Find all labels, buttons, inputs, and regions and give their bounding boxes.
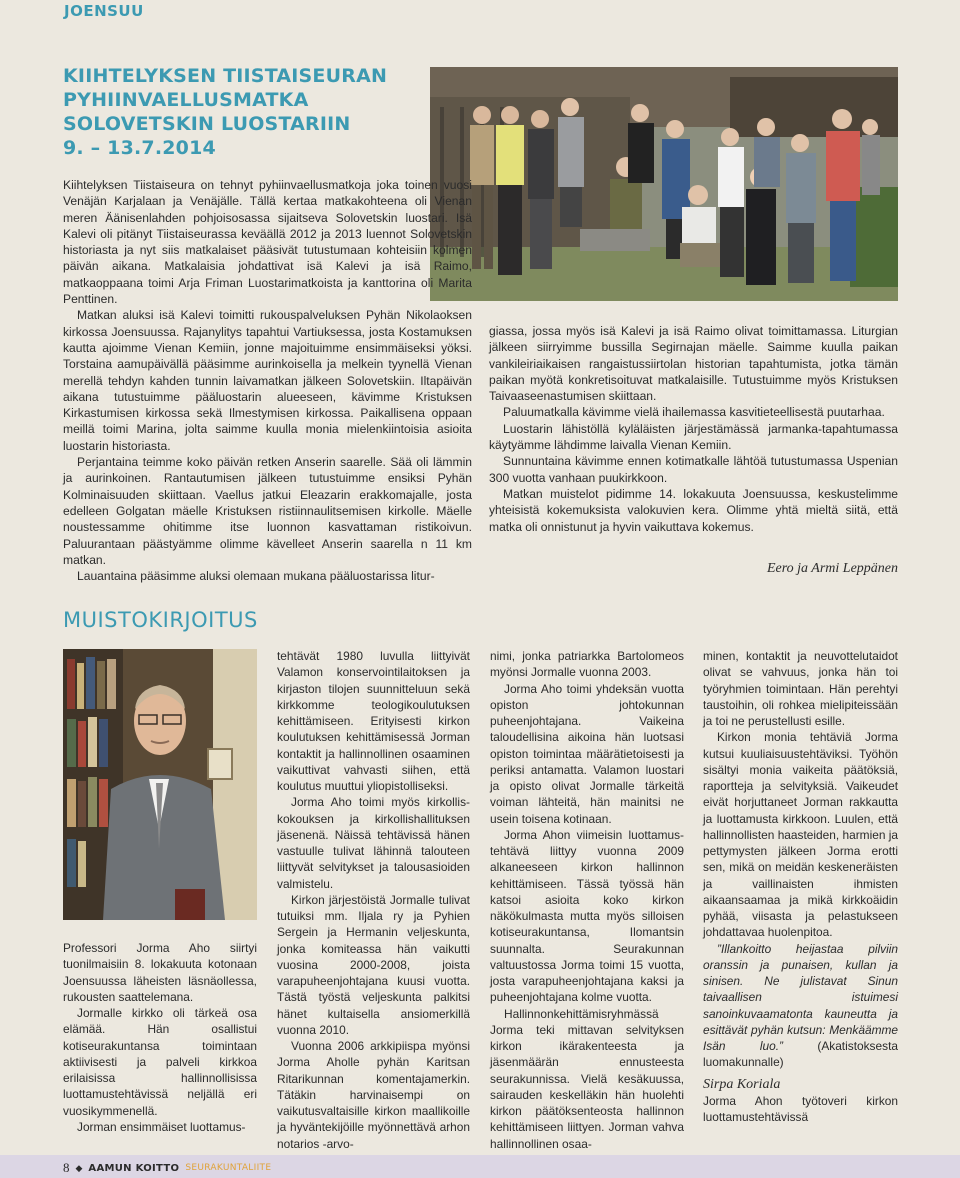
page-footer	[63, 1161, 271, 1175]
obituary-paragraph: Jorman ensimmäiset luottamus-	[77, 1119, 246, 1134]
obituary-signature: Sirpa Koriala	[703, 1076, 781, 1092]
article-paragraph: Paluumatkalla kävimme vielä ihailemassa kasvitieteellisestä puutarhaa.	[503, 405, 885, 420]
section-tag: JOENSUU	[64, 2, 144, 20]
obituary-paragraph: Jorma Aho toimi yhdeksän vuotta opiston johtokunnan puheenjohtajana. Vaikeina taloudellisina aikoina hän luotsasi opiston toimintaa määrätietoisesti ja periksi antamatta. Valamon luostari ja opisto olivat Jormalle tärkeitä voiman lähteitä, hän mainitsi ne usein toisena kotinaan.	[490, 681, 684, 826]
obituary-title: MUISTOKIRJOITUS	[63, 608, 258, 632]
article-paragraph: Sunnuntaina kävimme ennen kotimatkalle lähtöä tutustumassa Uspenian 300 vuotta vanhaan puukirkkoon.	[489, 454, 898, 485]
article-paragraph: giassa, jossa myös isä Kalevi ja isä Raimo olivat toimittamassa. Liturgian jälkeen siirryimme bussilla Segirnajan mäelle. Saimme kuulla paikan vankileiriaikaisen rangaistussiirtolan historian tapahtumista, jotka tämän paikan myötä konkretisoituvat matkalaisille. Tutustuimme myös Kristuksen Taivaaseenastumisen skiittaan.	[489, 324, 898, 404]
portrait-photo	[63, 649, 257, 920]
obituary-paragraph: Kirkon järjestöistä Jormalle tulivat tutuiksi mm. Iljala ry ja Pyhien Sergein ja Hermanin veljeskunta, jonka komiteassa hän vaikutti vuosina 2000-2008, joista varapuheenjohtajana kuusi vuotta. Tästä työstä veljeskunta palkitsi hänet kultaisella ansiomerkillä vuonna 2010.	[277, 892, 470, 1037]
obituary-paragraph: tehtävät 1980 luvulla liittyivät Valamon konservointilaitoksen ja kirjaston tilojen suunnitteluun sekä kirkkomme teologikoulutuksen kehittämiseen. Erityisesti kirkon koulutuksen kehittämisessä Jorman kontaktit ja hallinnollinen osaaminen vaikuttivat vahvasti siihen, että koulutus muuttui yliopistolliseksi.	[277, 649, 470, 793]
article-paragraph: Matkan aluksi isä Kalevi toimitti rukouspalveluksen Pyhän Nikolaoksen kirkossa Joensuussa. Rajanylitys tapahtui Vartiuksessa, josta Kostamuksen kautta ajoimme Vienan Kemiin, jonne majoituimme ensimmäiseksi yöksi. Torstaina aamupäivällä pääsimme aurinkoisella ja melkein tyynellä Vienan merellä tehdyn kahden tunnin laivamatkan jälkeen Solovetskiin. Iltapäivän aikana tutustuimme pääluostarin alueeseen, kävimme Kristuksen Kirkastumisen kirkossa sekä Ilmestymisen kirkossa. Paikallisena oppaan meillä toimi Marina, jolta saimme kuulla monia mielenkiintoisia asioita luostarin historiasta.	[63, 308, 472, 453]
obituary-paragraph: Jorma Ahon viimeisin luottamustehtävä liittyy vuonna 2009 alkaneeseen kirkon hallinnon kehittämiseen. Tässä työssä hän katsoi asioita koko kirkon näkökulmasta mutta myös silloisen kotiseurakuntansa, Ilomantsin suunnalta. Seurakunnan valtuustossa Jorma toimi 15 vuotta, josta varapuheenjohtajana kaksi ja puheenjohtajana kolme vuotta.	[490, 827, 684, 1005]
publication-logo: AAMUN KOITTO	[88, 1162, 180, 1174]
article-paragraph: Lauantaina pääsimme aluksi olemaan mukana pääluostarissa litur-	[77, 569, 435, 584]
article-paragraph: Kiihtelyksen Tiistaiseura on tehnyt pyhiinvaellusmatkoja joka toinen vuosi Venäjän Karjalaan ja Venäjälle. Tällä kertaa matkakohteena oli Vienan meren Äänisenlahden pohjoisosassa sijaitseva Solovetskin luostari. Isä Kalevi oli pitänyt Tiistaiseurassa keväällä 2012 ja 2013 luennot Solovetskin historiasta ja nyt siis matkalaiset pääsivät tutustumaan kohteisiin kolmen päivän aikana. Matkalaisia johdattivat isä Kalevi ja isä Raimo, matkaoppaana toimi Arja Friman Luostarimatkoista ja kanttorina oli Marita Penttinen.	[63, 178, 472, 307]
obituary-paragraph: Jormalle kirkko oli tärkeä osa elämää. Hän osallistui kotiseurakuntansa toimintaan aktiivisesti ja palveli kirkkoa erilaisissa hallinnollisissa luottamustehtävissä neljällä eri vuosikymmenellä.	[63, 1006, 257, 1118]
obituary-paragraph: Vuonna 2006 arkkipiispa myönsi Jorma Aholle pyhän Karitsan Ritarikunnan komentajamerkin. Tätäkin harvinaisempi on vaikutusvaltaisille kirkon maallikoille ja hyväntekijöille myönnettävä arhon notarios -arvo-	[277, 1039, 470, 1151]
obituary-paragraph: Professori Jorma Aho siirtyi tuonilmaisiin 8. lokakuuta kotonaan Joensuussa läheisten läsnäollessa, rukousten saattelemana.	[63, 941, 257, 1004]
page-number: 8	[63, 1160, 70, 1175]
article-paragraph: Perjantaina teimme koko päivän retken Anserin saarelle. Sää oli lämmin ja aurinkoinen. Rantautumisen jälkeen tutustuimme ensiksi Pyhän Kolminaisuuden skiittaan. Vaellus jatkui Eleazarin erakkomajalle, josta edelleen Golgatan mäelle Kristuksen ristiinnaulitsemisen kirkolle. Mäelle noustessamme ohitimme itse luonnon kasvattaman ristikoivun. Paluurantaan päästyämme olimme kävelleet Anserin saarella n 11 km matkan.	[63, 455, 472, 567]
obituary-column-3	[490, 648, 684, 1152]
article-paragraph: Matkan muistelot pidimme 14. lokakuuta Joensuussa, keskustelimme yhteisistä kokemuksista valokuvien kera. Olimme yhtä mieltä siitä, että matka oli onnistunut ja hyvin vaikuttava kokemus.	[489, 486, 898, 534]
obituary-paragraph: nimi, jonka patriarkka Bartolomeos myönsi Jormalle vuonna 2003.	[490, 649, 684, 680]
obituary-paragraph: Jorma Aho toimi myös kirkolliskokouksen ja kirkollishallituksen jäsenenä. Näissä tehtävissä hänen vastuulle tulivat lähinnä talouteen liittyvät selvitykset ja talousasioiden valmistelu.	[277, 795, 470, 891]
headline-line: KIIHTELYKSEN TIISTAISEURAN	[63, 65, 388, 87]
article-column-1	[63, 177, 472, 584]
headline-line: 9. – 13.7.2014	[63, 137, 216, 159]
obituary-column-4	[703, 648, 898, 1125]
obituary-column-2	[277, 648, 470, 1152]
portrait-illustration	[63, 649, 257, 920]
obituary-paragraph: Kirkon monia tehtäviä Jorma kutsui kuuliaisuustehtäviksi. Työhön sisältyi monia vaikeita päätöksiä, raportteja ja selvityksiä. Vaikeudet eivät horjuttaneet Jorman rakkautta ja luottamusta kirkkoon. Luulen, että hallinnollisten haasteiden, harmien ja pettymysten jälkeen Jorma erotti sen, mikä on meidän keskeneräisten ja vaillinaisten ihmisten aikaansaamaa ja mikä kirkkoäidin pyhää, viisasta ja pelastukseen johdattavaa huolenpitoa.	[703, 730, 898, 940]
article-paragraph: Luostarin lähistöllä kyläläisten järjestämässä jarmanka-tapahtumassa käytyämme lähdimme laivalla Vienan Kemiin.	[489, 421, 898, 453]
obituary-quote	[703, 941, 898, 1071]
article-headline	[63, 64, 423, 160]
quote-source: (Akatistoksesta luomakunnalle)	[703, 1039, 898, 1070]
obituary-signature-desc: Jorma Ahon työtoveri kirkon luottamustehtävissä	[703, 1093, 898, 1124]
diamond-icon: ◆	[75, 1162, 83, 1173]
publication-subtitle: SEURAKUNTALIITE	[185, 1163, 272, 1173]
group-photo-illustration	[430, 67, 898, 301]
obituary-column-1	[63, 940, 257, 1135]
obituary-paragraph: Hallinnonkehittämisryhmässä Jorma teki mittavan selvityksen kirkon ikärakenteesta ja jäsenmäärän ennusteesta seurakunnissa. Vielä kesäkuussa, sairauden keskelläkin hän huolehti kirkon päätöksenteosta hallinnon kehittämiseen liittyen. Jorman vahva hallinnollinen osaa-	[490, 1006, 684, 1151]
group-photo	[430, 67, 898, 301]
quote-text: ”Illankoitto heijastaa pilviin oranssin ja punaisen, kullan ja sinisen. Ne julistavat Sinun taivaallisen istuimesi sanoinkuvaamatonta kauneutta ja esittävät pyhän kutsun: Menkäämme Isän luo.”	[703, 941, 898, 1053]
headline-line: PYHIINVAELLUSMATKA	[63, 89, 309, 111]
article-column-2	[489, 323, 898, 535]
article-signature: Eero ja Armi Leppänen	[766, 561, 898, 576]
headline-line: SOLOVETSKIN LUOSTARIIN	[63, 113, 351, 135]
obituary-paragraph: minen, kontaktit ja neuvottelutaidot olivat se vahvuus, jonka hän toi työryhmien toimintaan. Hän perehtyi taustoihin, oli rohkea mielipiteissään ja toi ne perustellusti esille.	[703, 649, 898, 728]
